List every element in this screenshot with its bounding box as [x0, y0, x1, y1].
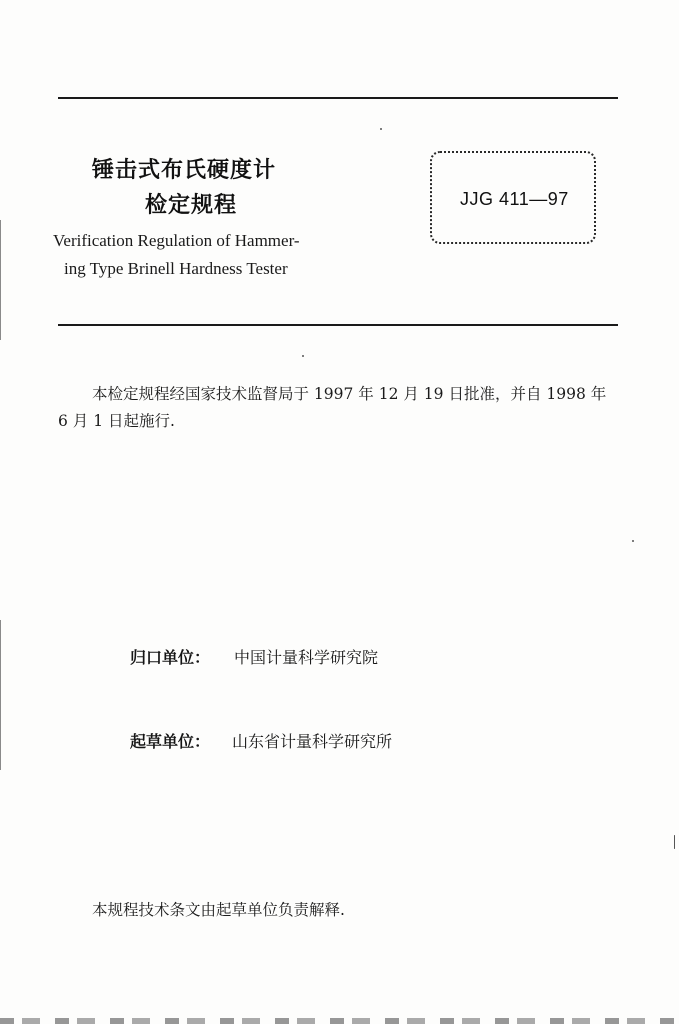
drafting-unit-label: 起草单位：: [130, 732, 211, 751]
top-rule: [58, 97, 618, 99]
drafting-unit-value: 山东省计量科学研究所: [232, 732, 393, 751]
bottom-rule: [58, 324, 618, 326]
scan-speck: [302, 355, 304, 357]
responsible-unit-value: 中国计量科学研究院: [234, 648, 379, 667]
scan-speck: [632, 540, 634, 542]
title-chinese-line1: 锤击式布氏硬度计: [92, 158, 277, 183]
title-english-line2: ing Type Brinell Hardness Tester: [64, 259, 288, 278]
interpretation-note: 本规程技术条文由起草单位负责解释.: [92, 901, 345, 919]
scan-speck: [674, 835, 675, 849]
responsible-unit-label: 归口单位：: [130, 648, 211, 667]
scan-bottom-edge: [0, 1018, 679, 1024]
standard-code: JJG 411—97: [460, 189, 569, 209]
scan-edge-mark: [0, 220, 1, 340]
title-chinese-line2: 检定规程: [145, 193, 238, 218]
scan-speck: [380, 128, 382, 130]
scan-edge-mark: [0, 620, 1, 770]
approval-paragraph: 本检定规程经国家技术监督局于 1997 年 12 月 19 日批准，并自 1998 年 6 月 1 日起施行.: [58, 385, 607, 430]
title-english-line1: Verification Regulation of Hammer-: [53, 231, 300, 250]
